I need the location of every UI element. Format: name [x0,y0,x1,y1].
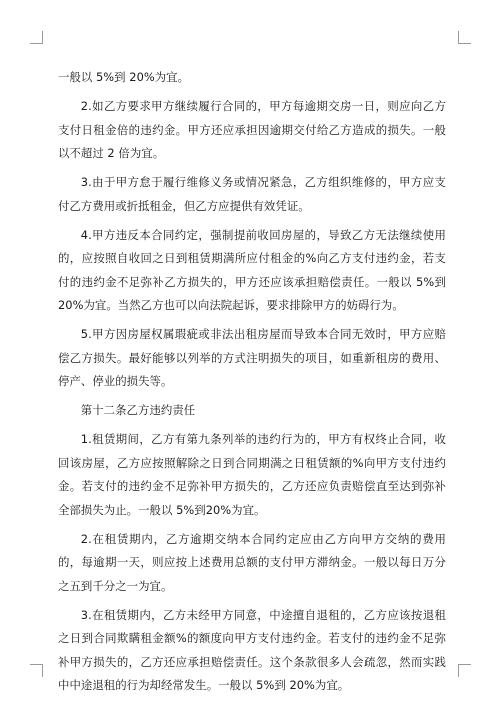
paragraph-clause-4: 4.甲方违反本合同约定，强制提前收回房屋的，导致乙方无法继续使用的，应按照自收回之日到租赁期满所应付租金的%向乙方支付违约金，若支付的违约金不足弥补乙方损失的，甲方还应该承担赔偿责任。一般以 5%到 20%为宜。当然乙方也可以向法院起诉，要求排除甲方的妨碍行为。 [58,227,446,312]
paragraph-clause-5: 5.甲方因房屋权属瑕疵或非法出租房屋而导致本合同无效时，甲方应赔偿乙方损失。最好能够以列举的方式注明损失的项目，如重新租房的费用、停产、停业的损失等。 [58,327,446,388]
crop-mark-top-right [458,31,471,44]
crop-mark-top-left [30,31,43,44]
paragraph-tenant-clause-1: 1.租赁期间，乙方有第九条列举的违约行为的，甲方有权终止合同，收回该房屋，乙方应按照解除之日到合同期满之日租赁额的%向甲方支付违约金。若支付的违约金不足弥补甲方损失的，乙方还应负责赔偿直至达到弥补全部损失为止。一般以 5%到20%为宜。 [58,432,446,517]
paragraph-continuation: 一般以 5%到 20%为宜。 [58,70,190,84]
paragraph-tenant-clause-2: 2.在租赁期内，乙方逾期交纳本合同约定应由乙方向甲方交纳的费用的，每逾期一天，则应按上述费用总额的支付甲方滞纳金。一般以每日万分之五到千分之一为宜。 [58,531,446,593]
paragraph-clause-2: 2.如乙方要求甲方继续履行合同的，甲方每逾期交房一日，则应向乙方支付日租金倍的违约金。甲方还应承担因逾期交付给乙方造成的损失。一般以不超过 2 倍为宜。 [58,99,446,160]
document-body [58,66,446,703]
crop-mark-bottom-left [30,664,43,677]
crop-mark-bottom-right [458,664,471,677]
section-heading: 第十二条乙方违约责任 [80,403,196,417]
paragraph-clause-3: 3.由于甲方怠于履行维修义务或情况紧急，乙方组织维修的，甲方应支付乙方费用或折抵租金，但乙方应提供有效凭证。 [58,175,446,213]
paragraph-tenant-clause-3: 3.在租赁期内，乙方未经甲方同意，中途擅自退租的，乙方应该按退租之日到合同欺瞒租金额%的额度向甲方支付违约金。若支付的违约金不足弥补甲方损失的，乙方还应承担赔偿责任。这个条款很多人会疏忽，然而实践中中途退租的行为却经常发生。一般以 5%到 20%为宜。 [58,607,446,692]
